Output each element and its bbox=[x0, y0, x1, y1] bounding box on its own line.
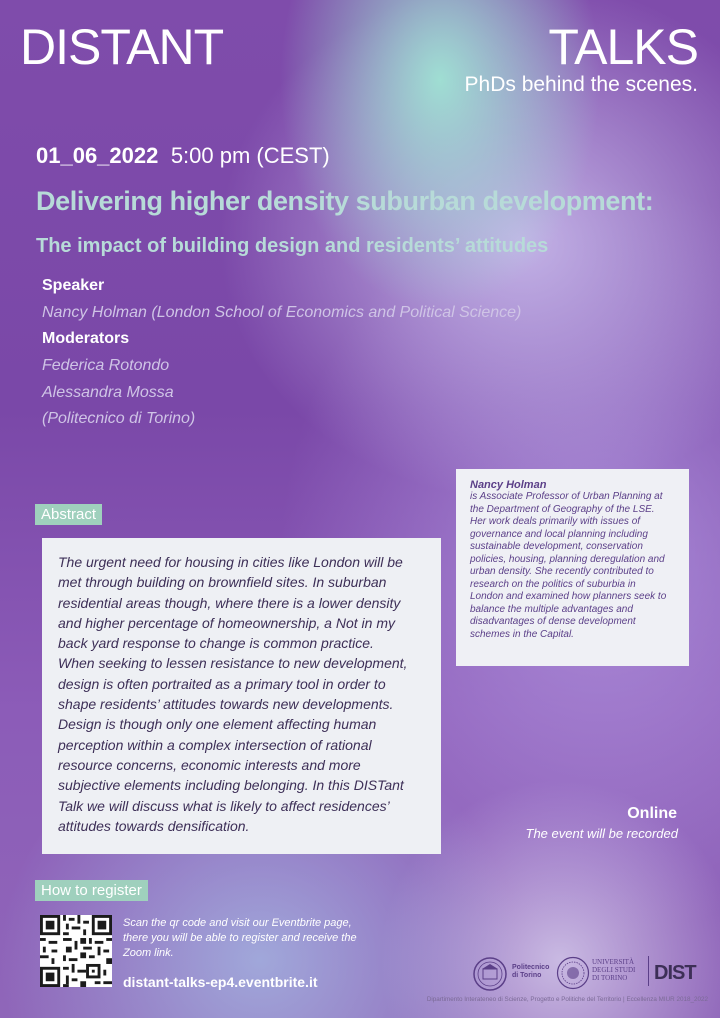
abstract-box bbox=[42, 538, 441, 854]
tagline: PhDs behind the scenes. bbox=[464, 73, 698, 96]
qr-code-icon[interactable] bbox=[40, 915, 112, 987]
event-time: 5:00 pm (CEST) bbox=[170, 143, 330, 168]
polito-logo-icon bbox=[472, 956, 508, 992]
moderator-1: Federica Rotondo bbox=[42, 357, 170, 374]
event-mode: Online bbox=[627, 805, 677, 822]
event-datetime bbox=[36, 143, 330, 169]
abstract-text: The urgent need for housing in cities like London will be met through building on brownfield sites. In suburban residential areas though, where there is a lower density and higher percentage of homeownership, a Not in my back yard response to change is common practice. When seeking to lessen resistance to new development, design is often portraited as a primary tool in order to shape residents’ attitudes towards new developments. Design is though only one element affecting human perception within a complex intersection of rational resource concerns, economic interests and more subjective elements including belonging. In this DISTant Talk we will discuss what is likely to affect residences’ attitudes towards densification. bbox=[58, 554, 408, 834]
unito-logo-text: UNIVERSITÀ DEGLI STUDI DI TORINO bbox=[592, 958, 636, 982]
logo-divider bbox=[648, 956, 649, 986]
speaker-label: Speaker bbox=[42, 277, 105, 294]
dist-logo-icon bbox=[654, 960, 704, 984]
bio-text: is Associate Professor of Urban Planning at the Department of Geography of the LSE. Her work deals primarily with issues of governance and local planning including sustainable development, conservation policies, housing, planning deregulation and urban density. She recently contributed to research on the politics of suburbia in London and examined how planners seek to balance the multiple advantages and disadvantages of dense development schemes in the Capital. bbox=[470, 491, 667, 640]
footer-credit: Dipartimento Interateneo di Scienze, Progetto e Politiche del Territorio | Eccellenza MIUR 2018_2022 bbox=[426, 996, 708, 1003]
event-date: 01_06_2022 bbox=[36, 143, 159, 168]
register-label: How to register bbox=[35, 880, 148, 901]
moderators-label: Moderators bbox=[42, 330, 130, 347]
recording-note: The event will be recorded bbox=[525, 826, 678, 841]
unito-seal-icon bbox=[556, 956, 590, 990]
moderator-2: Alessandra Mossa bbox=[42, 384, 174, 401]
svg-text:DIST: DIST bbox=[654, 962, 696, 984]
moderator-affiliation: (Politecnico di Torino) bbox=[42, 410, 196, 427]
event-title: Delivering higher density suburban development: bbox=[36, 186, 654, 216]
speaker-name: Nancy Holman (London School of Economics and Political Science) bbox=[42, 304, 522, 321]
event-subtitle: The impact of building design and residents’ attitudes bbox=[36, 235, 549, 257]
brand-distant: DISTANT bbox=[20, 19, 224, 75]
brand-talks: TALKS bbox=[548, 19, 698, 75]
bio-name: Nancy Holman bbox=[470, 479, 547, 491]
eventbrite-link[interactable]: distant-talks-ep4.eventbrite.it bbox=[123, 974, 318, 990]
speaker-bio-box bbox=[456, 469, 689, 666]
abstract-label: Abstract bbox=[35, 504, 102, 525]
polito-logo-text: Politecnico di Torino bbox=[512, 964, 550, 979]
register-instructions: Scan the qr code and visit our Eventbrite page, there you will be able to register and receive the Zoom link. bbox=[123, 917, 357, 959]
